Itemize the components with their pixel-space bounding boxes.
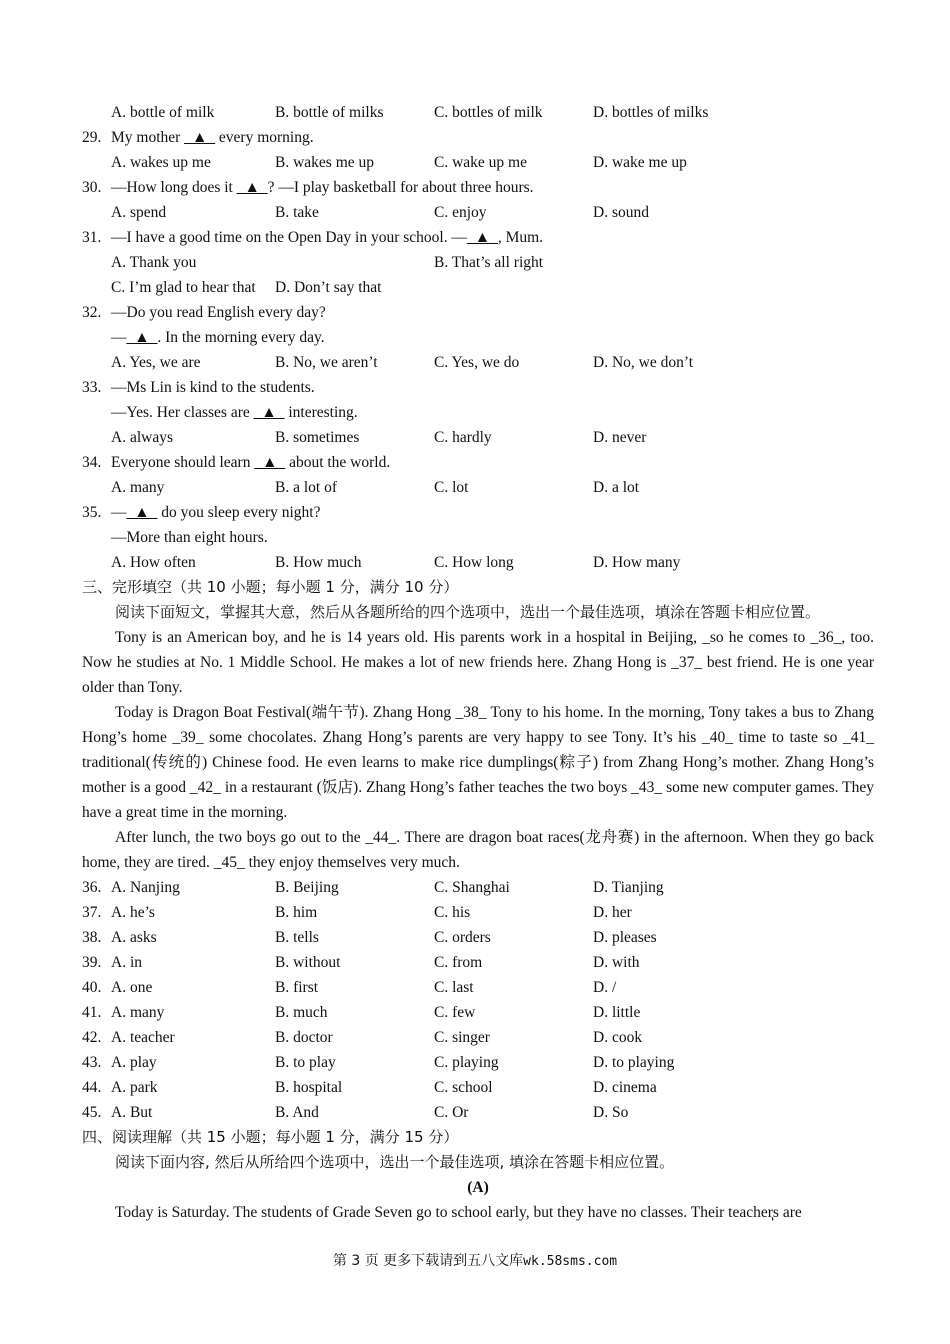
footer-text: 第 3 页 更多下载请到五八文库 xyxy=(332,1253,524,1269)
q41-option-a: A. many xyxy=(111,1004,165,1021)
q29-number: 29. xyxy=(82,129,102,146)
q42-option-b: B. doctor xyxy=(275,1029,333,1046)
q29-stem xyxy=(82,125,874,150)
q40-number: 40. xyxy=(82,979,102,996)
cloze-question-40 xyxy=(82,975,874,1000)
q37-number: 37. xyxy=(82,904,102,921)
q41-option-c: C. few xyxy=(434,1004,476,1021)
q35-option-c: C. How long xyxy=(434,554,514,571)
q38-option-b: B. tells xyxy=(275,929,319,946)
q30-options xyxy=(82,200,874,225)
q35-line2: —More than eight hours. xyxy=(111,529,268,546)
q30-option-d: D. sound xyxy=(593,204,649,221)
q29-option-a: A. wakes up me xyxy=(111,154,211,171)
q43-option-c: C. playing xyxy=(434,1054,499,1071)
cloze-question-37 xyxy=(82,900,874,925)
q39-number: 39. xyxy=(82,954,102,971)
q41-number: 41. xyxy=(82,1004,102,1021)
cloze-question-43 xyxy=(82,1050,874,1075)
q44-number: 44. xyxy=(82,1079,102,1096)
q34-pre: Everyone should learn xyxy=(111,454,255,471)
q33-option-a: A. always xyxy=(111,429,173,446)
q36-option-c: C. Shanghai xyxy=(434,879,510,896)
footer-site-link[interactable]: wk.58sms.com xyxy=(523,1254,618,1269)
q30-post: ? —I play basketball for about three hours. xyxy=(267,179,534,196)
q34-option-b: B. a lot of xyxy=(275,479,337,496)
q34-stem xyxy=(82,450,874,475)
q40-option-b: B. first xyxy=(275,979,319,996)
q45-option-c: C. Or xyxy=(434,1104,469,1121)
q35-option-a: A. How often xyxy=(111,554,196,571)
q34-option-a: A. many xyxy=(111,479,165,496)
section4-title: 四、阅读理解（共 15 小题；每小题 1 分，满分 15 分） xyxy=(82,1128,459,1146)
q44-option-b: B. hospital xyxy=(275,1079,343,1096)
q29-pre: My mother xyxy=(111,129,185,146)
q42-number: 42. xyxy=(82,1029,102,1046)
q38-number: 38. xyxy=(82,929,102,946)
q31-number: 31. xyxy=(82,229,102,246)
q33-option-b: B. sometimes xyxy=(275,429,360,446)
cloze-paragraph-2: Today is Dragon Boat Festival(端午节). Zhang Hong _38_ Tony to his home. In the morning, Tony takes a bus to Zhang Hong’s home _39_ some chocolates. Zhang Hong’s parents are very happy to see Tony. It’s his _40_ time to taste so _41_ traditional(传统的) Chinese food. He even learns to make rice dumplings(粽子) from Zhang Hong’s mother. Zhang Hong’s mother is a good _42_ in a restaurant (饭店). Zhang Hong’s father teaches the two boys _43_ some new computer games. They have a great time in the morning. xyxy=(82,704,874,821)
section3-title: 三、完形填空（共 10 小题；每小题 1 分，满分 10 分） xyxy=(82,578,459,596)
q35-number: 35. xyxy=(82,504,102,521)
q31-pre: —I have a good time on the Open Day in your school. — xyxy=(111,229,467,246)
q32-pre: — xyxy=(111,329,127,346)
q28-option-c: C. bottles of milk xyxy=(434,104,543,121)
q28-option-b: B. bottle of milks xyxy=(275,104,384,121)
q29-option-d: D. wake me up xyxy=(593,154,687,171)
q37-option-d: D. her xyxy=(593,904,632,921)
q42-option-c: C. singer xyxy=(434,1029,490,1046)
q33-blank: _▲_ xyxy=(253,404,285,421)
q32-stem xyxy=(82,300,874,325)
q33-option-c: C. hardly xyxy=(434,429,492,446)
q35-option-b: B. How much xyxy=(275,554,362,571)
cloze-question-36 xyxy=(82,875,874,900)
q32-blank: _▲_ xyxy=(126,329,158,346)
q34-option-c: C. lot xyxy=(434,479,469,496)
q36-option-b: B. Beijing xyxy=(275,879,339,896)
q30-option-b: B. take xyxy=(275,204,319,221)
q39-option-a: A. in xyxy=(111,954,142,971)
q44-option-a: A. park xyxy=(111,1079,158,1096)
q45-number: 45. xyxy=(82,1104,102,1121)
q34-blank: _▲_ xyxy=(254,454,286,471)
q31-option-d: D. Don’t say that xyxy=(275,279,382,296)
q35-response xyxy=(82,525,874,550)
q30-pre: —How long does it xyxy=(111,179,237,196)
q35-post: do you sleep every night? xyxy=(157,504,321,521)
q33-response xyxy=(82,400,874,425)
q38-option-a: A. asks xyxy=(111,929,157,946)
reading-paragraph-1: Today is Saturday. The students of Grade Seven go to school early, but they have no classes. Their teacheٖrs are xyxy=(115,1204,802,1221)
q41-option-b: B. much xyxy=(275,1004,328,1021)
q29-option-b: B. wakes me up xyxy=(275,154,375,171)
q40-option-c: C. last xyxy=(434,979,474,996)
cloze-question-41 xyxy=(82,1000,874,1025)
q33-option-d: D. never xyxy=(593,429,647,446)
q31-post: , Mum. xyxy=(497,229,544,246)
q43-number: 43. xyxy=(82,1054,102,1071)
q29-post: every morning. xyxy=(215,129,314,146)
q31-option-b: B. That’s all right xyxy=(434,254,544,271)
q43-option-b: B. to play xyxy=(275,1054,336,1071)
q35-pre: — xyxy=(111,504,127,521)
q37-option-a: A. he’s xyxy=(111,904,155,921)
q37-option-c: C. his xyxy=(434,904,471,921)
q39-option-b: B. without xyxy=(275,954,341,971)
q44-option-d: D. cinema xyxy=(593,1079,657,1096)
q28-option-d: D. bottles of milks xyxy=(593,104,709,121)
q35-blank: _▲_ xyxy=(126,504,158,521)
cloze-question-38 xyxy=(82,925,874,950)
q33-post: interesting. xyxy=(284,404,358,421)
q32-option-b: B. No, we aren’t xyxy=(275,354,378,371)
q40-option-a: A. one xyxy=(111,979,153,996)
q34-options xyxy=(82,475,874,500)
q33-number: 33. xyxy=(82,379,102,396)
q35-option-d: D. How many xyxy=(593,554,681,571)
q29-options xyxy=(82,150,874,175)
cloze-question-44 xyxy=(82,1075,874,1100)
q36-option-d: D. Tianjing xyxy=(593,879,664,896)
q35-options xyxy=(82,550,874,575)
q29-blank: _▲_ xyxy=(184,129,216,146)
q31-blank: _▲_ xyxy=(467,229,498,246)
section3-instruction: 阅读下面短文，掌握其大意，然后从各题所给的四个选项中，选出一个最佳选项，填涂在答题卡相应位置。 xyxy=(115,603,821,621)
cloze-question-list xyxy=(82,875,874,1125)
q39-option-d: D. with xyxy=(593,954,640,971)
q45-option-d: D. So xyxy=(593,1104,629,1121)
q38-option-c: C. orders xyxy=(434,929,491,946)
cloze-question-42 xyxy=(82,1025,874,1050)
q30-option-a: A. spend xyxy=(111,204,167,221)
cloze-paragraph-3: After lunch, the two boys go out to the _44_. There are dragon boat races(龙舟赛) in the afternoon. When they go back home, they are tired. _45_ they enjoy themselves very much. xyxy=(82,829,874,871)
q32-option-d: D. No, we don’t xyxy=(593,354,694,371)
q45-option-a: A. But xyxy=(111,1104,153,1121)
q40-option-d: D. / xyxy=(593,979,617,996)
q30-number: 30. xyxy=(82,179,102,196)
q28-option-a: A. bottle of milk xyxy=(111,104,215,121)
q32-number: 32. xyxy=(82,304,102,321)
q39-option-c: C. from xyxy=(434,954,483,971)
q28-options xyxy=(82,100,874,125)
q31-stem xyxy=(82,225,874,250)
cloze-question-39 xyxy=(82,950,874,975)
q29-option-c: C. wake up me xyxy=(434,154,527,171)
q31-option-c: C. I’m glad to hear that xyxy=(111,279,256,296)
q45-option-b: B. And xyxy=(275,1104,319,1121)
q31-option-a: A. Thank you xyxy=(111,254,197,271)
q32-response xyxy=(82,325,874,350)
q34-option-d: D. a lot xyxy=(593,479,640,496)
q31-options-row2 xyxy=(82,275,874,300)
q37-option-b: B. him xyxy=(275,904,318,921)
q38-option-d: D. pleases xyxy=(593,929,657,946)
page-footer xyxy=(0,1250,950,1270)
q44-option-c: C. school xyxy=(434,1079,493,1096)
q34-number: 34. xyxy=(82,454,102,471)
q42-option-a: A. teacher xyxy=(111,1029,175,1046)
q30-stem xyxy=(82,175,874,200)
passage-a-label: (A) xyxy=(467,1179,489,1196)
q33-line1: —Ms Lin is kind to the students. xyxy=(111,379,315,396)
q32-line1: —Do you read English every day? xyxy=(111,304,326,321)
q32-post: . In the morning every day. xyxy=(157,329,325,346)
q32-options xyxy=(82,350,874,375)
section4-instruction: 阅读下面内容, 然后从所给四个选项中，选出一个最佳选项, 填涂在答题卡相应位置。 xyxy=(115,1153,675,1171)
q33-stem xyxy=(82,375,874,400)
q33-pre: —Yes. Her classes are xyxy=(111,404,254,421)
q43-option-a: A. play xyxy=(111,1054,157,1071)
q36-option-a: A. Nanjing xyxy=(111,879,180,896)
exam-page xyxy=(82,100,874,1225)
q33-options xyxy=(82,425,874,450)
q42-option-d: D. cook xyxy=(593,1029,643,1046)
q34-post: about the world. xyxy=(285,454,391,471)
q32-option-c: C. Yes, we do xyxy=(434,354,520,371)
q32-option-a: A. Yes, we are xyxy=(111,354,201,371)
q30-blank: _▲_ xyxy=(236,179,268,196)
q35-stem xyxy=(82,500,874,525)
q36-number: 36. xyxy=(82,879,102,896)
q41-option-d: D. little xyxy=(593,1004,641,1021)
q31-options-row1 xyxy=(82,250,874,275)
q30-option-c: C. enjoy xyxy=(434,204,487,221)
cloze-paragraph-1: Tony is an American boy, and he is 14 years old. His parents work in a hospital in Beijing, _so he comes to _36_, too. Now he studies at No. 1 Middle School. He makes a lot of new friends here. Zhang Hong is _37_ best friend. He is one year older than Tony. xyxy=(82,629,874,696)
cloze-question-45 xyxy=(82,1100,874,1125)
q43-option-d: D. to playing xyxy=(593,1054,675,1071)
